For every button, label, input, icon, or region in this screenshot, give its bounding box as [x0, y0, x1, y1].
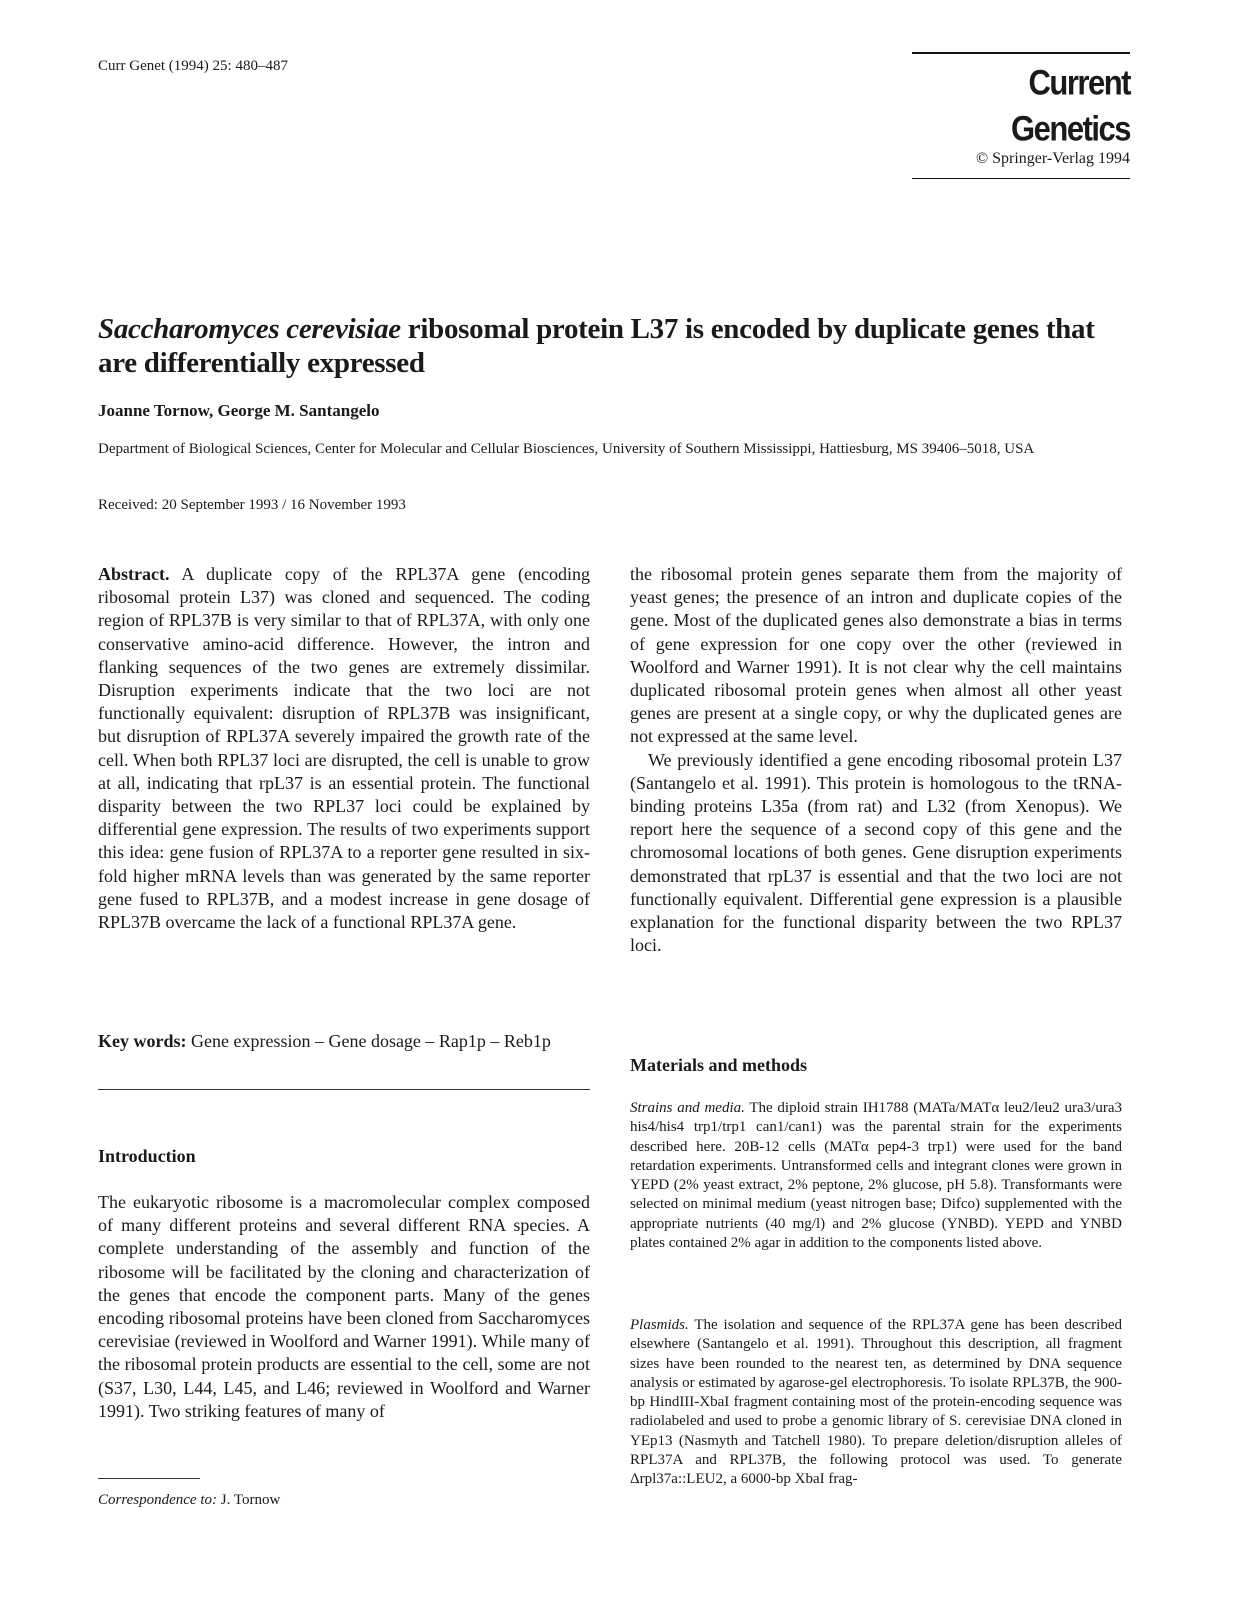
keywords-label: Key words:: [98, 1031, 187, 1051]
copyright-notice: © Springer-Verlag 1994: [975, 150, 1130, 167]
journal-name: Current Genetics: [1011, 62, 1130, 149]
abstract-label: Abstract.: [98, 564, 170, 584]
footnote-rule: [98, 1478, 200, 1479]
strains-paragraph: [630, 1099, 1122, 1253]
keywords: [98, 1030, 590, 1053]
affiliation: Department of Biological Sciences, Center for Molecular and Cellular Biosciences, University of Southern Mississippi, Hattiesburg, MS 39406–5018, USA: [98, 441, 1035, 457]
methods-heading: Materials and methods: [630, 1055, 807, 1075]
article-title: [98, 312, 1128, 380]
intro-paragraph-1: the ribosomal protein genes separate them from the majority of yeast genes; the presence of an intron and duplicate copies of the gene. Most of the duplicated genes also demonstrate a bias in terms of gene expression for one copy over the other (reviewed in Woolford and Warner 1991). It is not clear why the cell maintains duplicated ribosomal protein genes when almost all other yeast genes are present at a single copy, or why the duplicated genes are not expressed at the same level.: [630, 564, 1122, 747]
journal-citation: Curr Genet (1994) 25: 480–487: [98, 58, 288, 74]
journal-masthead: [912, 52, 1130, 179]
intro-continued: [630, 563, 1122, 957]
authors: Joanne Tornow, George M. Santangelo: [98, 401, 380, 420]
strains-label: Strains and media.: [630, 1100, 745, 1116]
correspondence-label: Correspondence to:: [98, 1492, 218, 1508]
keywords-text: Gene expression – Gene dosage – Rap1p – Reb1p: [186, 1031, 551, 1051]
section-divider: [98, 1089, 590, 1090]
abstract: [98, 563, 590, 934]
title-rest: ribosomal protein L37 is encoded by duplicate genes that are differentially expressed: [98, 313, 1095, 379]
abstract-text: A duplicate copy of the RPL37A gene (encoding ribosomal protein L37) was cloned and sequenced. The coding region of RPL37B is very similar to that of RPL37A, with only one conservative amino-acid difference. However, the intron and flanking sequences of the two genes are extremely dissimilar. Disruption experiments indicate that the two loci are not functionally equivalent: disruption of RPL37B was insignificant, but disruption of RPL37A severely impaired the growth rate of the cell. When both RPL37 loci are disrupted, the cell is unable to grow at all, indicating that rpL37 is an essential protein. The functional disparity between the two RPL37 loci could be explained by differential gene expression. The results of two experiments support this idea: gene fusion of RPL37A to a reporter gene resulted in six-fold higher mRNA levels than was generated by the same reporter gene fused to RPL37B, and a modest increase in gene dosage of RPL37B overcame the lack of a functional RPL37A gene.: [98, 564, 590, 933]
plasmids-text: The isolation and sequence of the RPL37A gene has been described elsewhere (Santangelo et al. 1991). Throughout this description, all fragment sizes have been rounded to the nearest ten, as determined by DNA sequence analysis or estimated by agarose-gel electrophoresis. To isolate RPL37B, the 900-bp HindIII-XbaI fragment containing most of the protein-encoding sequence was radiolabeled and used to probe a genomic library of S. cerevisiae DNA cloned in YEp13 (Nasmyth and Tatchell 1980). To prepare deletion/disruption alleles of RPL37A and RPL37B, the following protocol was used. To generate Δrpl37a::LEU2, a 6000-bp XbaI frag-: [630, 1317, 1122, 1488]
introduction-heading: Introduction: [98, 1146, 196, 1166]
strains-text: The diploid strain IH1788 (MATa/MATα leu2/leu2 ura3/ura3 his4/his4 trp1/trp1 can1/can1) was the parental strain for the experiments described here. 20B-12 cells (MATα pep4-3 trp1) were used for the band retardation experiments. Untransformed cells and integrant clones were grown in YEPD (2% yeast extract, 2% peptone, 2% glucose, pH 5.8). Transformants were selected on minimal medium (yeast nitrogen base; Difco) supplemented with the appropriate nutrients (40 mg/l) and 2% glucose (YNBD). YEPD and YNBD plates contained 2% agar in addition to the components listed above.: [630, 1100, 1122, 1252]
plasmids-label: Plasmids.: [630, 1317, 689, 1333]
intro-paragraph-2: We previously identified a gene encoding ribosomal protein L37 (Santangelo et al. 1991). This protein is homologous to the tRNA-binding proteins L35a (from rat) and L32 (from Xenopus). We report here the sequence of a second copy of this gene and the chromosomal locations of both genes. Gene disruption experiments demonstrated that rpL37 is essential and that the two loci are not functionally equivalent. Differential gene expression is a plausible explanation for the functional disparity between the two RPL37 loci.: [630, 749, 1122, 956]
introduction-text: The eukaryotic ribosome is a macromolecular complex composed of many different proteins and several different RNA species. A complete understanding of the assembly and function of the ribosome will be facilitated by the cloning and characterization of the genes that encode the component parts. Many of the genes encoding ribosomal proteins have been cloned from Saccharomyces cerevisiae (reviewed in Woolford and Warner 1991). While many of the ribosomal protein products are essential to the cell, some are not (S37, L30, L44, L45, and L46; reviewed in Woolford and Warner 1991). Two striking features of many of: [98, 1192, 590, 1421]
title-species: Saccharomyces cerevisiae: [98, 313, 401, 345]
received-dates: Received: 20 September 1993 / 16 November 1993: [98, 497, 406, 513]
correspondence: [98, 1492, 280, 1509]
correspondence-name: J. Tornow: [217, 1492, 281, 1508]
plasmids-paragraph: [630, 1316, 1122, 1490]
